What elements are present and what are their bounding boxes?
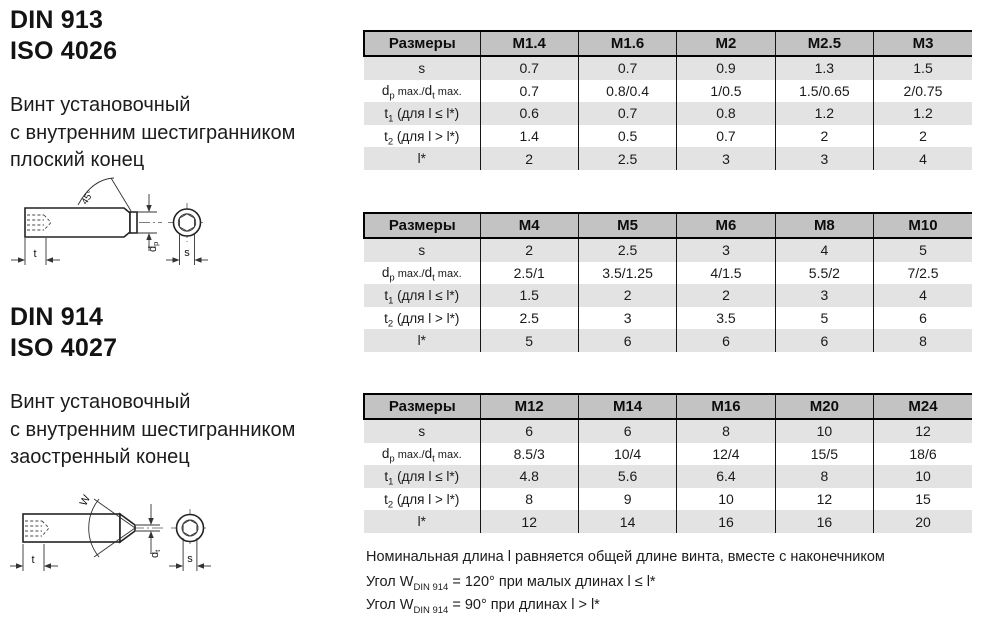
text-segment: d xyxy=(381,83,390,99)
description-line: с внутренним шестигранником xyxy=(10,121,296,144)
text-segment: (для l > l*) xyxy=(393,491,460,507)
text-segment: t xyxy=(384,105,389,121)
cone-point-screw-drawing xyxy=(8,478,238,593)
text-segment: d xyxy=(424,265,433,281)
table-value-cell: 4.8 xyxy=(480,465,578,488)
text-segment: Номинальная длина l равняется общей длине винта, вместе с наконечником xyxy=(366,549,885,565)
text-segment: max. xyxy=(434,268,462,281)
table-value-cell: 3 xyxy=(578,307,676,330)
table-value-cell: 12/4 xyxy=(677,443,775,466)
table-value-cell: 18/6 xyxy=(874,443,972,466)
text-segment: max./ xyxy=(394,86,425,99)
table-value-cell: 4/1.5 xyxy=(677,262,775,285)
text-segment: Угол W xyxy=(366,597,414,613)
table-value-cell: 2/0.75 xyxy=(874,80,972,103)
end-view xyxy=(171,509,209,547)
table-header-cell: M20 xyxy=(775,394,873,419)
table-value-cell: 10/4 xyxy=(578,443,676,466)
table-value-cell: 0.9 xyxy=(677,56,775,80)
note-nominal-length xyxy=(366,549,885,565)
text-segment: 1 xyxy=(388,476,394,488)
table-row xyxy=(364,465,972,488)
text-segment: p xyxy=(389,273,395,285)
description-line: с внутренним шестигранником xyxy=(10,418,296,441)
text-segment: = 90° при длинах l > l* xyxy=(448,597,600,613)
row-label-cell xyxy=(364,329,480,352)
standard-line-iso4027: ISO 4027 xyxy=(10,334,118,362)
table-value-cell: 16 xyxy=(677,510,775,533)
text-segment: p xyxy=(389,454,395,466)
table-value-cell: 1/0.5 xyxy=(677,80,775,103)
table-row xyxy=(364,238,972,262)
text-segment: Угол W xyxy=(366,574,414,590)
note-angle-120 xyxy=(366,574,656,593)
row-label-cell xyxy=(364,125,480,148)
tip-diameter-label-dt: dt xyxy=(149,549,162,558)
row-label-cell xyxy=(364,80,480,103)
table-header-cell: M14 xyxy=(578,394,676,419)
description-line: плоский конец xyxy=(10,149,145,171)
table-value-cell: 0.8 xyxy=(677,102,775,125)
text-segment: t xyxy=(384,128,388,144)
table-header-cell: M2.5 xyxy=(775,31,873,56)
description-flat-point xyxy=(10,92,295,175)
table-value-cell: 4 xyxy=(775,238,873,262)
text-segment: 2 xyxy=(387,499,394,511)
row-label-cell xyxy=(364,238,480,262)
table-value-cell: 10 xyxy=(775,419,873,443)
table-header-row xyxy=(364,394,972,419)
table-value-cell: 1.5 xyxy=(874,56,972,80)
text-segment: t xyxy=(384,468,389,484)
table-row xyxy=(364,125,972,148)
table-value-cell: 3 xyxy=(775,147,873,170)
table-row xyxy=(364,419,972,443)
text-segment: d xyxy=(381,446,390,462)
table-value-cell: 0.7 xyxy=(578,102,676,125)
flat-tip xyxy=(130,212,137,233)
table-value-cell: 1.3 xyxy=(775,56,873,80)
table-value-cell: 0.8/0.4 xyxy=(578,80,676,103)
size-table-m1.4-m3 xyxy=(363,30,971,170)
row-label-cell xyxy=(364,510,480,533)
text-segment: (для l > l*) xyxy=(393,128,460,144)
hex-width-label-s: s xyxy=(184,247,190,259)
angle-w-label: W xyxy=(77,493,94,508)
text-segment: t xyxy=(384,310,388,326)
text-segment: l* xyxy=(417,333,426,349)
chamfer-angle-callout xyxy=(78,178,131,211)
table-row xyxy=(364,307,972,330)
tip-diameter-dimension xyxy=(136,504,162,558)
table-header-cell: M2 xyxy=(677,31,775,56)
table-value-cell: 16 xyxy=(775,510,873,533)
table-value-cell: 3.5/1.25 xyxy=(578,262,676,285)
table-value-cell: 6 xyxy=(874,307,972,330)
table-header-cell: M10 xyxy=(874,213,972,238)
table-value-cell: 8.5/3 xyxy=(480,443,578,466)
table-value-cell: 4 xyxy=(874,284,972,307)
table-header-cell: Размеры xyxy=(364,31,480,56)
table-header-cell: M6 xyxy=(677,213,775,238)
tip-diameter-label-dp: dp xyxy=(147,241,160,252)
standard-title-din913-iso4026 xyxy=(10,5,117,67)
description-cone-point xyxy=(10,389,295,472)
dimension-table xyxy=(363,30,972,170)
screw-body xyxy=(23,514,120,542)
text-segment: (для l > l*) xyxy=(393,310,460,326)
table-row xyxy=(364,80,972,103)
table-row xyxy=(364,510,972,533)
text-segment: l* xyxy=(417,514,426,530)
note-angle-90 xyxy=(366,597,600,616)
table-value-cell: 3 xyxy=(775,284,873,307)
table-value-cell: 2 xyxy=(480,238,578,262)
table-value-cell: 4 xyxy=(874,147,972,170)
table-header-cell: M3 xyxy=(874,31,972,56)
table-value-cell: 5.6 xyxy=(578,465,676,488)
table-value-cell: 2.5 xyxy=(578,147,676,170)
socket-depth-dimension xyxy=(10,544,58,571)
text-segment: s xyxy=(418,60,426,76)
text-segment: (для l ≤ l*) xyxy=(393,468,460,484)
table-value-cell: 1.2 xyxy=(874,102,972,125)
text-segment: 1 xyxy=(388,113,394,125)
row-label-cell xyxy=(364,443,480,466)
description-line: Винт установочный xyxy=(10,391,191,413)
text-segment: max. xyxy=(434,86,462,99)
text-segment: t xyxy=(432,273,435,285)
description-line: заостренный конец xyxy=(10,446,190,468)
angle-45-label: 45° xyxy=(79,188,97,207)
table-value-cell: 6 xyxy=(480,419,578,443)
row-label-cell xyxy=(364,147,480,170)
socket-depth-dimension xyxy=(11,238,60,265)
table-header-cell: M4 xyxy=(480,213,578,238)
text-segment: DIN 914 xyxy=(413,604,449,616)
end-view xyxy=(168,203,206,242)
table-value-cell: 10 xyxy=(874,465,972,488)
table-header-cell: M1.4 xyxy=(480,31,578,56)
text-segment: max./ xyxy=(394,449,425,462)
text-segment: (для l ≤ l*) xyxy=(393,287,460,303)
standard-title-din914-iso4027 xyxy=(10,302,117,364)
dimension-table xyxy=(363,393,972,533)
table-value-cell: 10 xyxy=(677,488,775,511)
text-segment: t xyxy=(432,91,435,103)
screw-body xyxy=(25,208,130,237)
table-value-cell: 15/5 xyxy=(775,443,873,466)
row-label-cell xyxy=(364,284,480,307)
standard-line-din913: DIN 913 xyxy=(10,6,104,34)
table-header-cell: M12 xyxy=(480,394,578,419)
text-segment: d xyxy=(381,265,390,281)
table-header-row xyxy=(364,31,972,56)
hex-width-label-s: s xyxy=(187,553,193,565)
row-label-cell xyxy=(364,307,480,330)
flat-point-screw-drawing xyxy=(8,172,238,280)
text-segment: max./ xyxy=(394,268,425,281)
table-row xyxy=(364,102,972,125)
table-value-cell: 20 xyxy=(874,510,972,533)
table-value-cell: 12 xyxy=(775,488,873,511)
table-value-cell: 12 xyxy=(480,510,578,533)
table-value-cell: 1.5 xyxy=(480,284,578,307)
table-value-cell: 1.2 xyxy=(775,102,873,125)
table-value-cell: 0.6 xyxy=(480,102,578,125)
table-header-cell: M8 xyxy=(775,213,873,238)
text-segment: s xyxy=(418,423,426,439)
table-value-cell: 0.7 xyxy=(677,125,775,148)
text-segment: 1 xyxy=(388,295,394,307)
standard-line-iso4026: ISO 4026 xyxy=(10,37,118,65)
table-value-cell: 5.5/2 xyxy=(775,262,873,285)
table-value-cell: 9 xyxy=(578,488,676,511)
table-header-row xyxy=(364,213,972,238)
table-value-cell: 12 xyxy=(874,419,972,443)
table-value-cell: 0.7 xyxy=(480,80,578,103)
socket-depth-label-t: t xyxy=(31,554,35,566)
hex-width-dimension xyxy=(166,234,208,265)
text-segment: max. xyxy=(434,449,462,462)
text-segment: DIN 914 xyxy=(413,581,449,593)
table-row xyxy=(364,262,972,285)
table-row xyxy=(364,329,972,352)
outer-diameter-circle xyxy=(174,209,201,236)
table-row xyxy=(364,443,972,466)
table-value-cell: 2 xyxy=(578,284,676,307)
cone-tip xyxy=(120,514,135,542)
socket-depth-label-t: t xyxy=(33,248,37,260)
text-segment: l* xyxy=(417,151,426,167)
row-label-cell xyxy=(364,262,480,285)
table-value-cell: 6 xyxy=(775,329,873,352)
table-value-cell: 15 xyxy=(874,488,972,511)
row-label-cell xyxy=(364,465,480,488)
table-value-cell: 3 xyxy=(677,238,775,262)
table-value-cell: 6 xyxy=(677,329,775,352)
table-value-cell: 2 xyxy=(677,284,775,307)
text-segment: t xyxy=(384,491,388,507)
text-segment: t xyxy=(384,287,389,303)
table-value-cell: 0.7 xyxy=(578,56,676,80)
table-value-cell: 6.4 xyxy=(677,465,775,488)
dimension-table xyxy=(363,212,972,352)
table-value-cell: 2 xyxy=(480,147,578,170)
table-value-cell: 8 xyxy=(677,419,775,443)
text-segment: p xyxy=(389,91,395,103)
text-segment: d xyxy=(424,83,433,99)
row-label-cell xyxy=(364,488,480,511)
table-value-cell: 6 xyxy=(578,419,676,443)
table-value-cell: 8 xyxy=(874,329,972,352)
table-value-cell: 1.4 xyxy=(480,125,578,148)
table-value-cell: 2 xyxy=(874,125,972,148)
table-value-cell: 2.5 xyxy=(578,238,676,262)
table-row xyxy=(364,56,972,80)
table-value-cell: 8 xyxy=(480,488,578,511)
table-header-cell: Размеры xyxy=(364,213,480,238)
text-segment: s xyxy=(418,242,426,258)
table-value-cell: 8 xyxy=(775,465,873,488)
table-value-cell: 2 xyxy=(775,125,873,148)
row-label-cell xyxy=(364,102,480,125)
row-label-cell xyxy=(364,56,480,80)
table-row xyxy=(364,488,972,511)
table-value-cell: 7/2.5 xyxy=(874,262,972,285)
table-row xyxy=(364,147,972,170)
text-segment: = 120° при малых длинах l ≤ l* xyxy=(448,574,656,590)
table-value-cell: 3.5 xyxy=(677,307,775,330)
standard-line-din914: DIN 914 xyxy=(10,303,104,331)
table-value-cell: 14 xyxy=(578,510,676,533)
row-label-cell xyxy=(364,419,480,443)
table-header-cell: M16 xyxy=(677,394,775,419)
table-value-cell: 1.5/0.65 xyxy=(775,80,873,103)
table-value-cell: 0.5 xyxy=(578,125,676,148)
text-segment: t xyxy=(432,454,435,466)
table-value-cell: 5 xyxy=(874,238,972,262)
table-header-cell: M24 xyxy=(874,394,972,419)
table-header-cell: M5 xyxy=(578,213,676,238)
size-table-m12-m24 xyxy=(363,393,971,533)
table-value-cell: 2.5/1 xyxy=(480,262,578,285)
description-line: Винт установочный xyxy=(10,94,191,116)
text-segment: 2 xyxy=(387,318,394,330)
table-value-cell: 3 xyxy=(677,147,775,170)
table-value-cell: 0.7 xyxy=(480,56,578,80)
table-row xyxy=(364,284,972,307)
text-segment: (для l ≤ l*) xyxy=(393,105,460,121)
table-header-cell: Размеры xyxy=(364,394,480,419)
table-value-cell: 2.5 xyxy=(480,307,578,330)
text-segment: 2 xyxy=(387,136,394,148)
table-value-cell: 5 xyxy=(775,307,873,330)
outer-diameter-circle xyxy=(177,515,204,542)
table-value-cell: 5 xyxy=(480,329,578,352)
text-segment: d xyxy=(424,446,433,462)
table-header-cell: M1.6 xyxy=(578,31,676,56)
table-value-cell: 6 xyxy=(578,329,676,352)
size-table-m4-m10 xyxy=(363,212,971,352)
